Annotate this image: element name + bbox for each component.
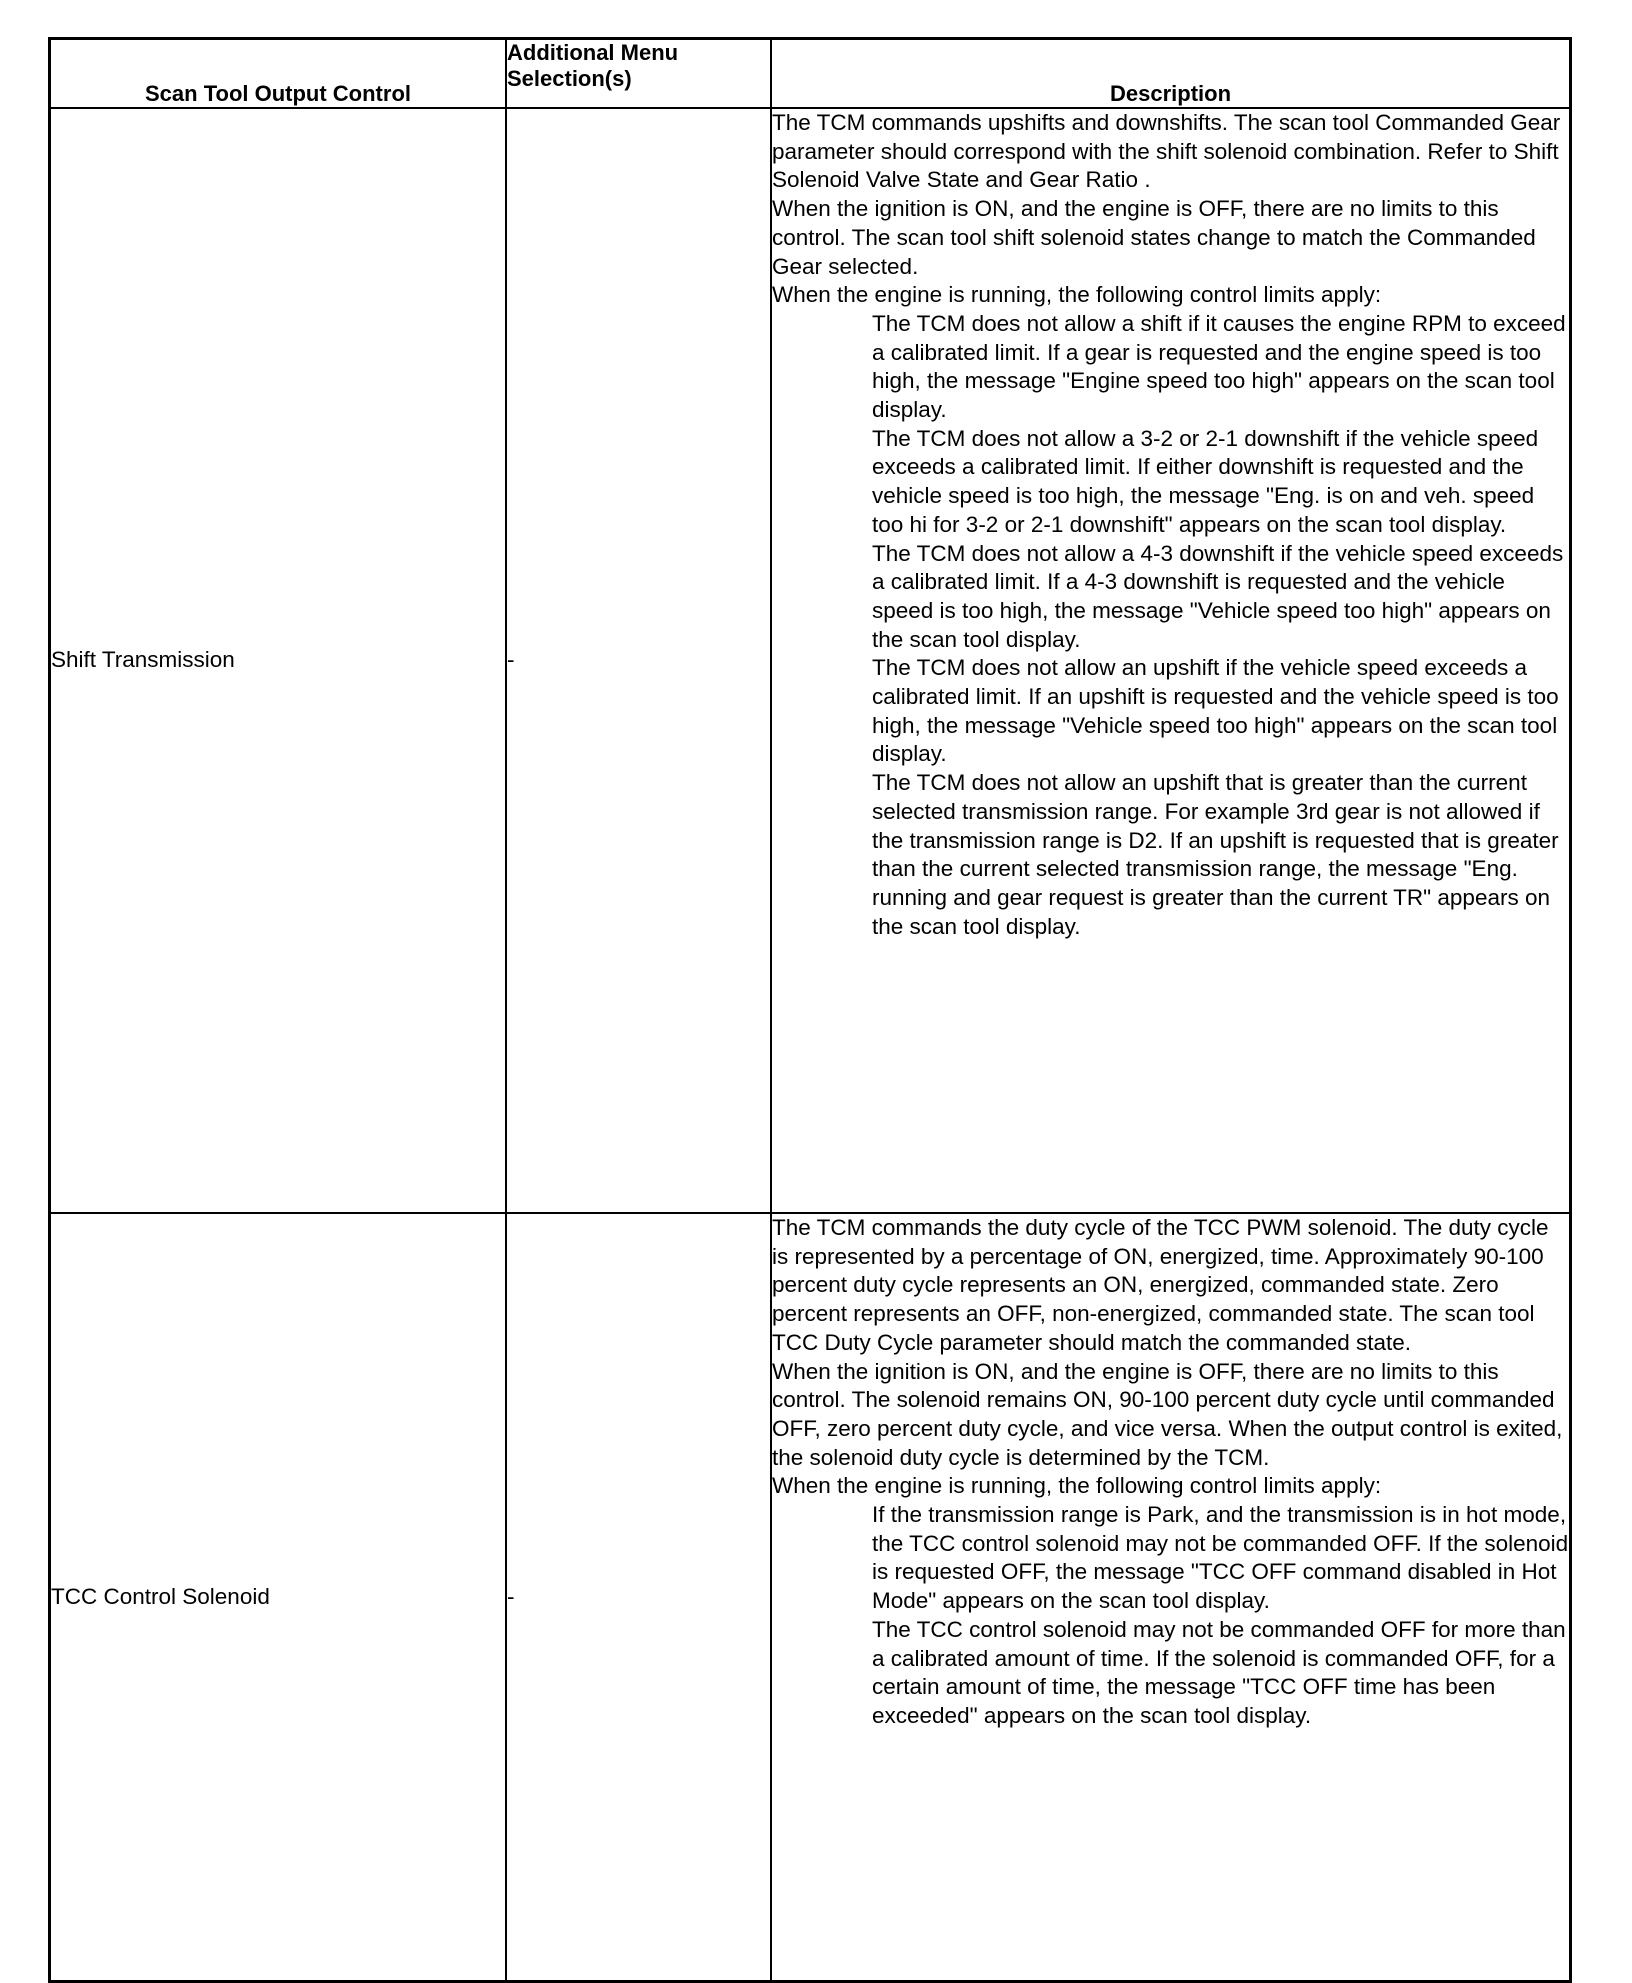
description-intro: The TCM commands the duty cycle of the TCC PWM solenoid. The duty cycle is represented by a percentage of ON, energized, time. Approximately 90-100 percent duty cycle represents an ON, energized, commanded state. Zero percent represents an OFF, non-energized, commanded state. The scan tool TCC Duty Cycle parameter should match the commanded state. xyxy=(772,1215,1549,1355)
limit-item: The TCM does not allow a 3-2 or 2-1 downshift if the vehicle speed exceeds a calibrated limit. If either downshift is requested and the vehicle speed is too high, the message "Eng. is on and veh. speed too hi for 3-2 or 2-1 downshift" appears on the scan tool display. xyxy=(872,425,1539,537)
limit-item: The TCC control solenoid may not be commanded OFF for more than a calibrated amount of time. If the solenoid is commanded OFF, for a certain amount of time, the message "TCC OFF time has been exceeded" appears on the scan tool display. xyxy=(872,1616,1566,1728)
header-row xyxy=(50,39,1571,109)
limit-item: If the transmission range is Park, and the transmission is in hot mode, the TCC control solenoid may not be commanded OFF. If the solenoid is requested OFF, the message "TCC OFF command disabled in Hot Mode" appears on the scan tool display. xyxy=(872,1502,1569,1614)
description-ignition: When the ignition is ON, and the engine is OFF, there are no limits to this control. The solenoid remains ON, 90-100 percent duty cycle until commanded OFF, zero percent duty cycle, and vice versa. When the output control is exited, the solenoid duty cycle is determined by the TCM. xyxy=(772,1358,1563,1470)
limit-item: The TCM does not allow a 4-3 downshift if the vehicle speed exceeds a calibrated limit. If a 4-3 downshift is requested and the vehicle speed is too high, the message "Vehicle speed too high" appears on the scan tool display. xyxy=(872,540,1564,652)
menu-selection: - xyxy=(506,108,771,1213)
header-scan-tool-output-control: Scan Tool Output Control xyxy=(50,39,507,109)
header-menu-line2: Selection(s) xyxy=(507,66,632,91)
menu-selection: - xyxy=(506,1213,771,1982)
control-name: Shift Transmission xyxy=(50,108,507,1213)
limit-item: The TCM does not allow an upshift that is greater than the current selected transmission range. For example 3rd gear is not allowed if the transmission range is D2. If an upshift is requested that is greater than the current selected transmission range, the message "Eng. running and gear request is greater than the current TR" appears on the scan tool display. xyxy=(872,770,1559,939)
header-description: Description xyxy=(771,39,1571,109)
description-running: When the engine is running, the following control limits apply: xyxy=(772,1473,1382,1499)
header-additional-menu-selections xyxy=(506,39,771,109)
header-menu-line1: Additional Menu xyxy=(507,40,679,65)
limit-item: The TCM does not allow a shift if it causes the engine RPM to exceed a calibrated limit. If a gear is requested and the engine speed is too high, the message "Engine speed too high" appears on the scan tool display. xyxy=(872,310,1566,423)
limit-item: The TCM does not allow an upshift if the vehicle speed exceeds a calibrated limit. If an upshift is requested and the vehicle speed is too high, the message "Vehicle speed too high" appears on the scan tool display. xyxy=(872,655,1559,767)
description-cell xyxy=(771,108,1571,1213)
output-control-table xyxy=(48,37,1572,1983)
table-row-tcc-control-solenoid xyxy=(50,1213,1571,1982)
table-row-shift-transmission xyxy=(50,108,1571,1213)
description-ignition: When the ignition is ON, and the engine is OFF, there are no limits to this control. The scan tool shift solenoid states change to match the Commanded Gear selected. xyxy=(772,196,1536,279)
control-name: TCC Control Solenoid xyxy=(50,1213,507,1982)
description-intro: The TCM commands upshifts and downshifts. The scan tool Commanded Gear parameter should correspond with the shift solenoid combination. Refer to Shift Solenoid Valve State and Gear Ratio . xyxy=(772,110,1561,193)
description-running: When the engine is running, the following control limits apply: xyxy=(772,282,1382,308)
description-cell xyxy=(771,1213,1571,1982)
